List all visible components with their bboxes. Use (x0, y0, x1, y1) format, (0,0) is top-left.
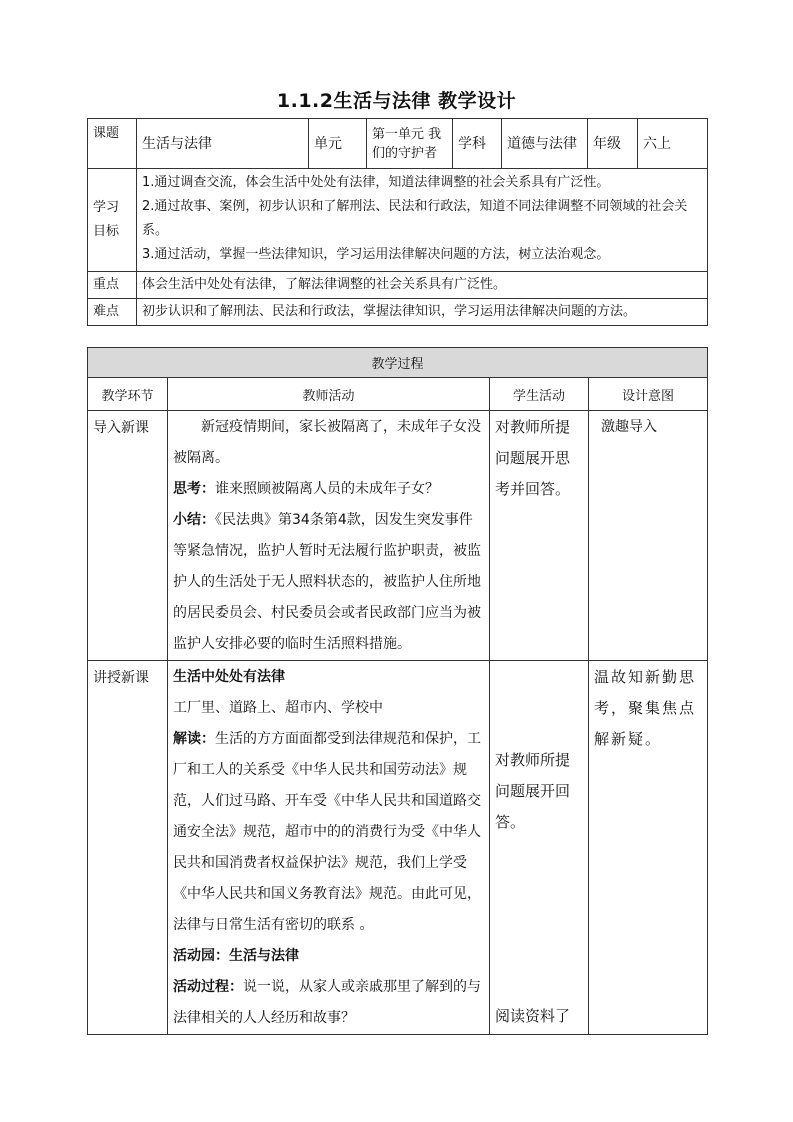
process-band: 教学过程 (88, 348, 708, 378)
summary-label: 小结： (173, 512, 215, 528)
process-table (87, 347, 708, 1035)
goals-cell (137, 169, 708, 272)
info-row-key (88, 272, 708, 299)
info-table (87, 118, 708, 326)
label-topic: 课题 (88, 119, 137, 169)
difficult-value: 初步认识和了解刑法、民法和行政法，掌握法律知识，学习运用法律解决问题的方法。 (137, 299, 708, 326)
info-row-difficult (88, 299, 708, 326)
header-teacher: 教师活动 (168, 378, 490, 411)
label-unit: 单元 (309, 119, 367, 169)
label-difficult: 难点 (88, 299, 137, 326)
process-row-teach (88, 661, 708, 1035)
process-row-intro (88, 411, 708, 661)
teacher-activity-teach (168, 661, 490, 1035)
label-key: 重点 (88, 272, 137, 299)
summary-text: 《民法典》第34条第4款，因发生突发事件等紧急情况，监护人暂时无法履行监护职责，被监护人的生活处于无人照料状态的，被监护人住所地的居民委员会、村民委员会或者民政部门应当为被监护人安排必要的临时生活照料措施。 (173, 512, 481, 652)
student-activity-teach (490, 661, 589, 1035)
process-label: 活动过程： (173, 979, 243, 995)
student-activity-intro: 对教师所提问题展开思考并回答。 (490, 411, 589, 661)
info-row-topic (88, 119, 708, 169)
think-paragraph (173, 474, 484, 505)
think-label: 思考： (173, 481, 215, 497)
label-grade: 年级 (588, 119, 638, 169)
topic-value: 生活与法律 (137, 119, 309, 169)
intent-teach: 温故知新勤思考，聚集焦点解新疑。 (589, 661, 708, 1035)
header-intent: 设计意图 (589, 378, 708, 411)
places-text: 工厂里、道路上、超市内、学校中 (173, 700, 383, 716)
info-row-goals (88, 169, 708, 272)
read-text: 生活的方方面面都受到法律规范和保护，工厂和工人的关系受《中华人民共和国劳动法》规范，人们过马路、开车受《中华人民共和国道路交通安全法》规范，超市中的的消费行为受《中华人民共和国消费者权益保护法》规范，我们上学受《中华人民共和国义务教育法》规范。由此可见，法律与日常生活有密切的联系 。 (173, 731, 481, 933)
stage-intro: 导入新课 (88, 411, 168, 661)
process-header-row (88, 378, 708, 411)
goal-item: 1.通过调查交流，体会生活中处处有法律，知道法律调整的社会关系具有广泛性。 (142, 175, 610, 190)
goal-item: 2.通过故事、案例，初步认识和了解刑法、民法和行政法，知道不同法律调整不同领域的社会关系。 (142, 199, 688, 238)
label-subject: 学科 (453, 119, 502, 169)
key-value: 体会生活中处处有法律，了解法律调整的社会关系具有广泛性。 (137, 272, 708, 299)
subject-value: 道德与法律 (502, 119, 588, 169)
label-goals: 学习目标 (88, 169, 137, 272)
section-heading (173, 662, 484, 693)
intent-intro: 激趣导入 (589, 411, 708, 661)
unit-value: 第一单元 我们的守护者 (367, 119, 453, 169)
grade-value: 六上 (638, 119, 708, 169)
activity-paragraph (173, 941, 484, 972)
activity-text: 生活与法律 (229, 948, 299, 964)
process-band-row (88, 348, 708, 378)
document-title: 1.1.2生活与法律 教学设计 (276, 90, 517, 112)
read-paragraph (173, 724, 484, 941)
teacher-activity-intro (168, 411, 490, 661)
process-paragraph (173, 972, 484, 1034)
student-read: 阅读资料了 (495, 1007, 571, 1025)
think-text: 谁来照顾被隔离人员的未成年子女？ (215, 481, 439, 497)
read-label: 解读： (173, 731, 215, 747)
summary-paragraph (173, 505, 484, 660)
intro-paragraph: 新冠疫情期间，家长被隔离了，未成年子女没被隔离。 (173, 419, 481, 466)
student-answer: 对教师所提问题展开回答。 (495, 751, 571, 831)
goal-item: 3.通过活动，掌握一些法律知识，学习运用法律解决问题的方法，树立法治观念。 (142, 247, 610, 262)
section-heading-text: 生活中处处有法律 (173, 669, 285, 685)
activity-label: 活动园： (173, 948, 229, 964)
process-text: 说一说，从家人或亲戚那里了解到的与法律相关的人人经历和故事？ (173, 979, 481, 1026)
header-student: 学生活动 (490, 378, 589, 411)
header-stage: 教学环节 (88, 378, 168, 411)
stage-teach: 讲授新课 (88, 661, 168, 1035)
